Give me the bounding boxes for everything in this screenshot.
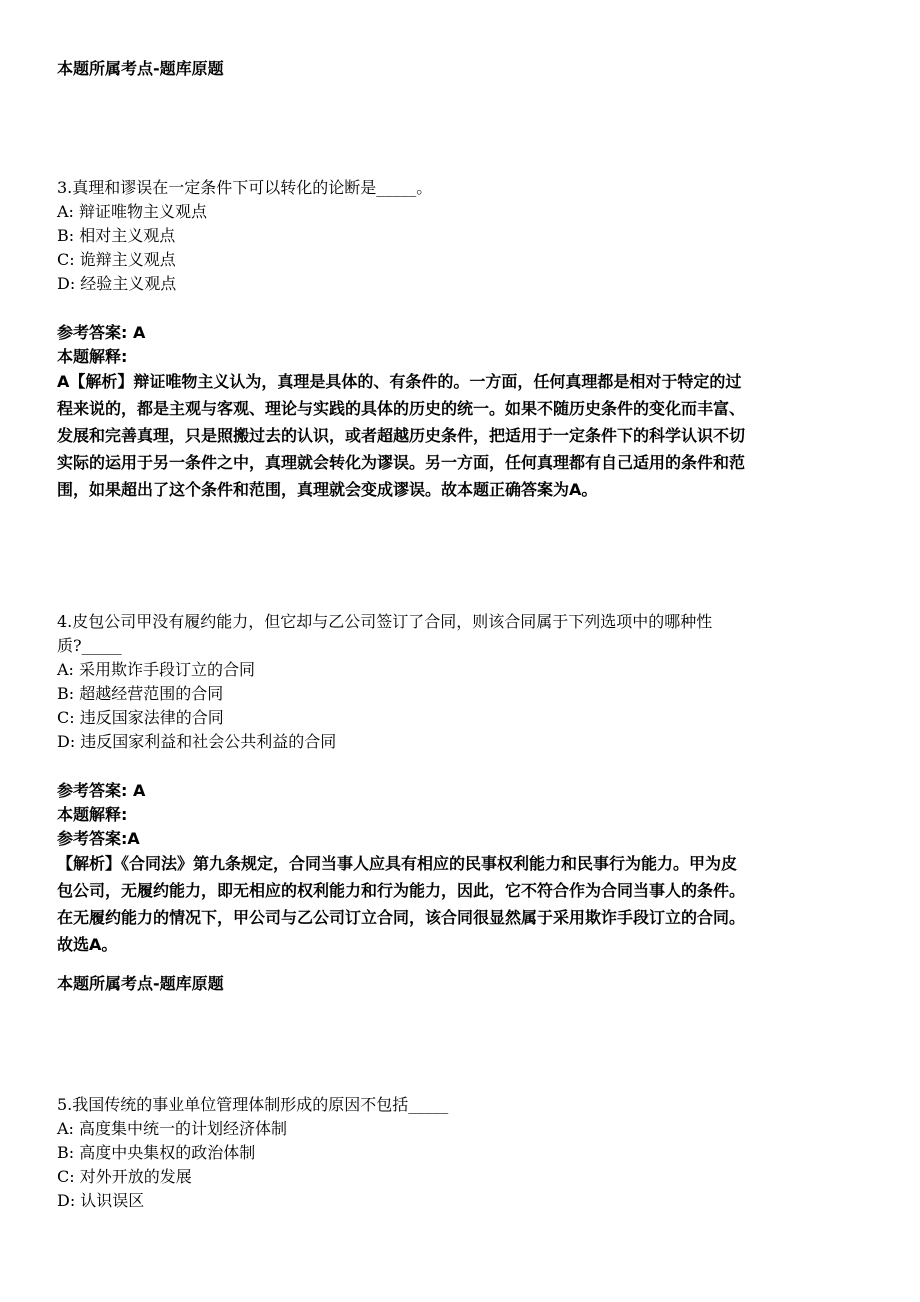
question-5-stem: 5.我国传统的事业单位管理体制形成的原因不包括_____ (57, 1095, 449, 1114)
explanation-line: 发展和完善真理，只是照搬过去的认识，或者超越历史条件，把适用于一定条件下的科学认识不切 (57, 426, 746, 445)
question-3-option-d: D: 经验主义观点 (57, 274, 177, 293)
explanation-line: 故选A。 (57, 935, 118, 954)
question-5-option-a: A: 高度集中统一的计划经济体制 (57, 1119, 288, 1138)
question-4-option-c: C: 违反国家法律的合同 (57, 708, 224, 727)
explanation-line: 围，如果超出了这个条件和范围，真理就会变成谬误。故本题正确答案为A。 (57, 480, 598, 499)
question-3-explain-label: 本题解释: (57, 347, 128, 366)
explanation-line: 程来说的，都是主观与客观、理论与实践的具体的历史的统一。如果不随历史条件的变化而丰富、 (57, 399, 746, 418)
question-4-option-d: D: 违反国家利益和社会公共利益的合同 (57, 732, 337, 751)
question-3-stem: 3.真理和谬误在一定条件下可以转化的论断是_____。 (57, 178, 433, 197)
question-4-option-a: A: 采用欺诈手段订立的合同 (57, 660, 256, 679)
question-4-explanation (57, 850, 863, 958)
question-3-option-b: B: 相对主义观点 (57, 226, 176, 245)
explanation-line: 在无履约能力的情况下，甲公司与乙公司订立合同，该合同很显然属于采用欺诈手段订立的合同。 (57, 908, 746, 927)
section-footer: 本题所属考点-题库原题 (57, 59, 224, 78)
question-5-option-d: D: 认识误区 (57, 1191, 145, 1210)
question-4-explain-label: 本题解释: (57, 805, 128, 824)
question-3-option-c: C: 诡辩主义观点 (57, 250, 176, 269)
explanation-line: A【解析】辩证唯物主义认为，真理是具体的、有条件的。一方面，任何真理都是相对于特定的过 (57, 372, 742, 391)
question-3-answer: 参考答案: A (57, 323, 146, 342)
question-4-answer: 参考答案: A (57, 781, 146, 800)
question-3-option-a: A: 辩证唯物主义观点 (57, 202, 208, 221)
explanation-line: 实际的运用于另一条件之中，真理就会转化为谬误。另一方面，任何真理都有自己适用的条件和范 (57, 453, 746, 472)
question-3-explanation (57, 368, 863, 503)
question-4-stem-line2: 质?_____ (57, 636, 122, 655)
question-5-option-c: C: 对外开放的发展 (57, 1167, 192, 1186)
question-4-stem-line1: 4.皮包公司甲没有履约能力，但它却与乙公司签订了合同，则该合同属于下列选项中的哪种性 (57, 612, 713, 631)
question-5-option-b: B: 高度中央集权的政治体制 (57, 1143, 256, 1162)
explanation-line: 【解析】《合同法》第九条规定，合同当事人应具有相应的民事权利能力和民事行为能力。甲为皮 (57, 854, 738, 873)
question-4-option-b: B: 超越经营范围的合同 (57, 684, 224, 703)
explanation-line: 包公司，无履约能力，即无相应的权利能力和行为能力，因此，它不符合作为合同当事人的条件。 (57, 881, 746, 900)
section-footer: 本题所属考点-题库原题 (57, 974, 224, 993)
question-4-answer-repeat: 参考答案:A (57, 829, 140, 848)
